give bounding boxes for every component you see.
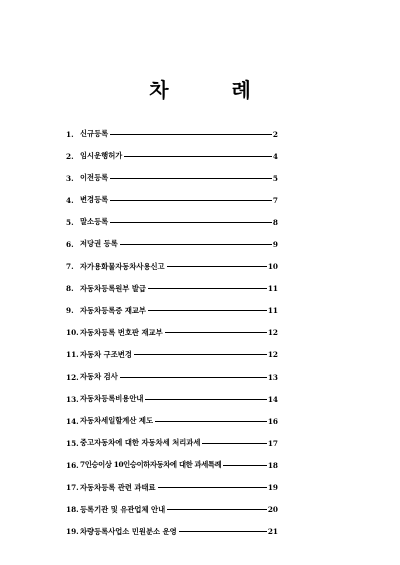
toc-leader <box>145 399 266 400</box>
toc-label: 말소등록 <box>80 217 109 227</box>
toc-entry <box>66 437 278 449</box>
toc-label: 자동차 검사 <box>80 372 118 382</box>
toc-entry <box>66 194 278 206</box>
toc-label: 자동차등록증 재교부 <box>80 305 146 315</box>
toc-label: 자동차등록비용안내 <box>80 394 144 404</box>
toc-page: 12 <box>267 328 278 338</box>
toc-page: 19 <box>267 483 278 492</box>
toc-page: 12 <box>267 350 278 360</box>
toc-number: 19. <box>66 527 79 537</box>
toc-page: 2 <box>272 129 278 139</box>
toc-number: 13. <box>66 394 79 404</box>
toc-entry <box>66 415 278 427</box>
toc-entry <box>66 504 278 516</box>
toc-label: 중고자동차에 대한 자동차세 처리과세 <box>80 438 201 448</box>
toc-leader <box>202 443 266 444</box>
toc-leader <box>110 222 272 223</box>
toc-label: 신규등록 <box>80 129 109 138</box>
toc-page: 9 <box>272 239 278 249</box>
toc-page: 8 <box>272 217 278 227</box>
toc-entry <box>66 526 278 538</box>
toc-page: 16 <box>267 416 278 426</box>
toc-label: 등록기관 및 유관업체 안내 <box>80 504 166 514</box>
toc-page: 11 <box>267 284 278 294</box>
toc-leader <box>167 266 267 267</box>
toc-number: 4. <box>66 195 74 205</box>
toc-page: 20 <box>267 505 278 515</box>
toc-entry <box>66 482 278 494</box>
toc-label: 7인승이상 10인승이하자동차에 대한 과세특례 <box>80 460 222 470</box>
toc-page: 18 <box>267 460 278 470</box>
toc-leader <box>120 377 267 378</box>
toc-number: 1. <box>66 129 74 139</box>
toc-number: 12. <box>66 372 79 382</box>
page-title: 차 례 <box>149 78 279 102</box>
toc-label: 이전등록 <box>80 173 109 183</box>
toc-page: 21 <box>267 527 278 537</box>
toc-label: 자동차 구조변경 <box>80 349 132 359</box>
toc-page: 13 <box>267 372 278 382</box>
toc-entry <box>66 261 278 273</box>
toc-entry <box>66 216 278 228</box>
toc-entry <box>66 238 278 250</box>
toc-number: 7. <box>66 262 74 272</box>
toc-number: 14. <box>66 416 79 426</box>
toc-label: 차량등록사업소 민원분소 운영 <box>80 526 177 536</box>
toc-leader <box>148 288 267 289</box>
toc-entry <box>66 459 278 471</box>
toc-leader <box>124 156 272 157</box>
toc-page: 7 <box>272 195 278 205</box>
toc-leader <box>110 200 272 201</box>
toc-leader <box>134 354 267 355</box>
toc-label: 자동차등록 관련 과태료 <box>80 482 156 492</box>
toc-entry <box>66 172 278 184</box>
toc-entry <box>66 305 278 317</box>
toc-number: 9. <box>66 306 74 316</box>
toc-label: 자동차세일할계산 제도 <box>80 416 154 426</box>
toc-page: 11 <box>267 306 278 316</box>
toc-label: 임시운행허가 <box>80 151 123 161</box>
toc-label: 자동차등록 번호판 재교부 <box>80 327 163 337</box>
toc-entry <box>66 371 278 383</box>
toc-number: 17. <box>66 483 79 492</box>
toc-leader <box>120 244 272 245</box>
toc-leader <box>165 332 267 333</box>
toc-page: 5 <box>272 173 278 183</box>
toc-leader <box>110 134 272 135</box>
toc-entry <box>66 128 278 140</box>
toc-number: 10. <box>66 328 79 338</box>
toc-entry <box>66 150 278 162</box>
toc-number: 18. <box>66 505 79 515</box>
toc-number: 5. <box>66 217 74 227</box>
toc-leader <box>155 421 267 422</box>
toc-leader <box>110 178 272 179</box>
toc-label: 저당권 등록 <box>80 239 118 249</box>
table-of-contents <box>66 128 278 548</box>
toc-entry <box>66 283 278 295</box>
toc-number: 3. <box>66 173 74 183</box>
toc-page: 17 <box>267 438 278 448</box>
toc-number: 11. <box>66 350 79 360</box>
toc-page: 14 <box>267 394 278 404</box>
toc-leader <box>223 465 267 466</box>
toc-number: 8. <box>66 284 74 294</box>
toc-page: 4 <box>272 151 278 161</box>
toc-label: 자동차등록원부 발급 <box>80 283 146 293</box>
toc-leader <box>167 509 267 510</box>
toc-number: 6. <box>66 239 74 249</box>
toc-entry <box>66 327 278 339</box>
toc-leader <box>179 531 267 532</box>
toc-page: 10 <box>267 262 278 272</box>
toc-label: 자가용화물자동차사용신고 <box>80 261 165 271</box>
toc-entry <box>66 349 278 361</box>
toc-number: 2. <box>66 151 74 161</box>
toc-number: 16. <box>66 460 79 470</box>
toc-entry <box>66 393 278 405</box>
toc-number: 15. <box>66 438 79 448</box>
toc-label: 변경등록 <box>80 195 109 205</box>
toc-leader <box>158 487 267 488</box>
toc-leader <box>148 310 267 311</box>
